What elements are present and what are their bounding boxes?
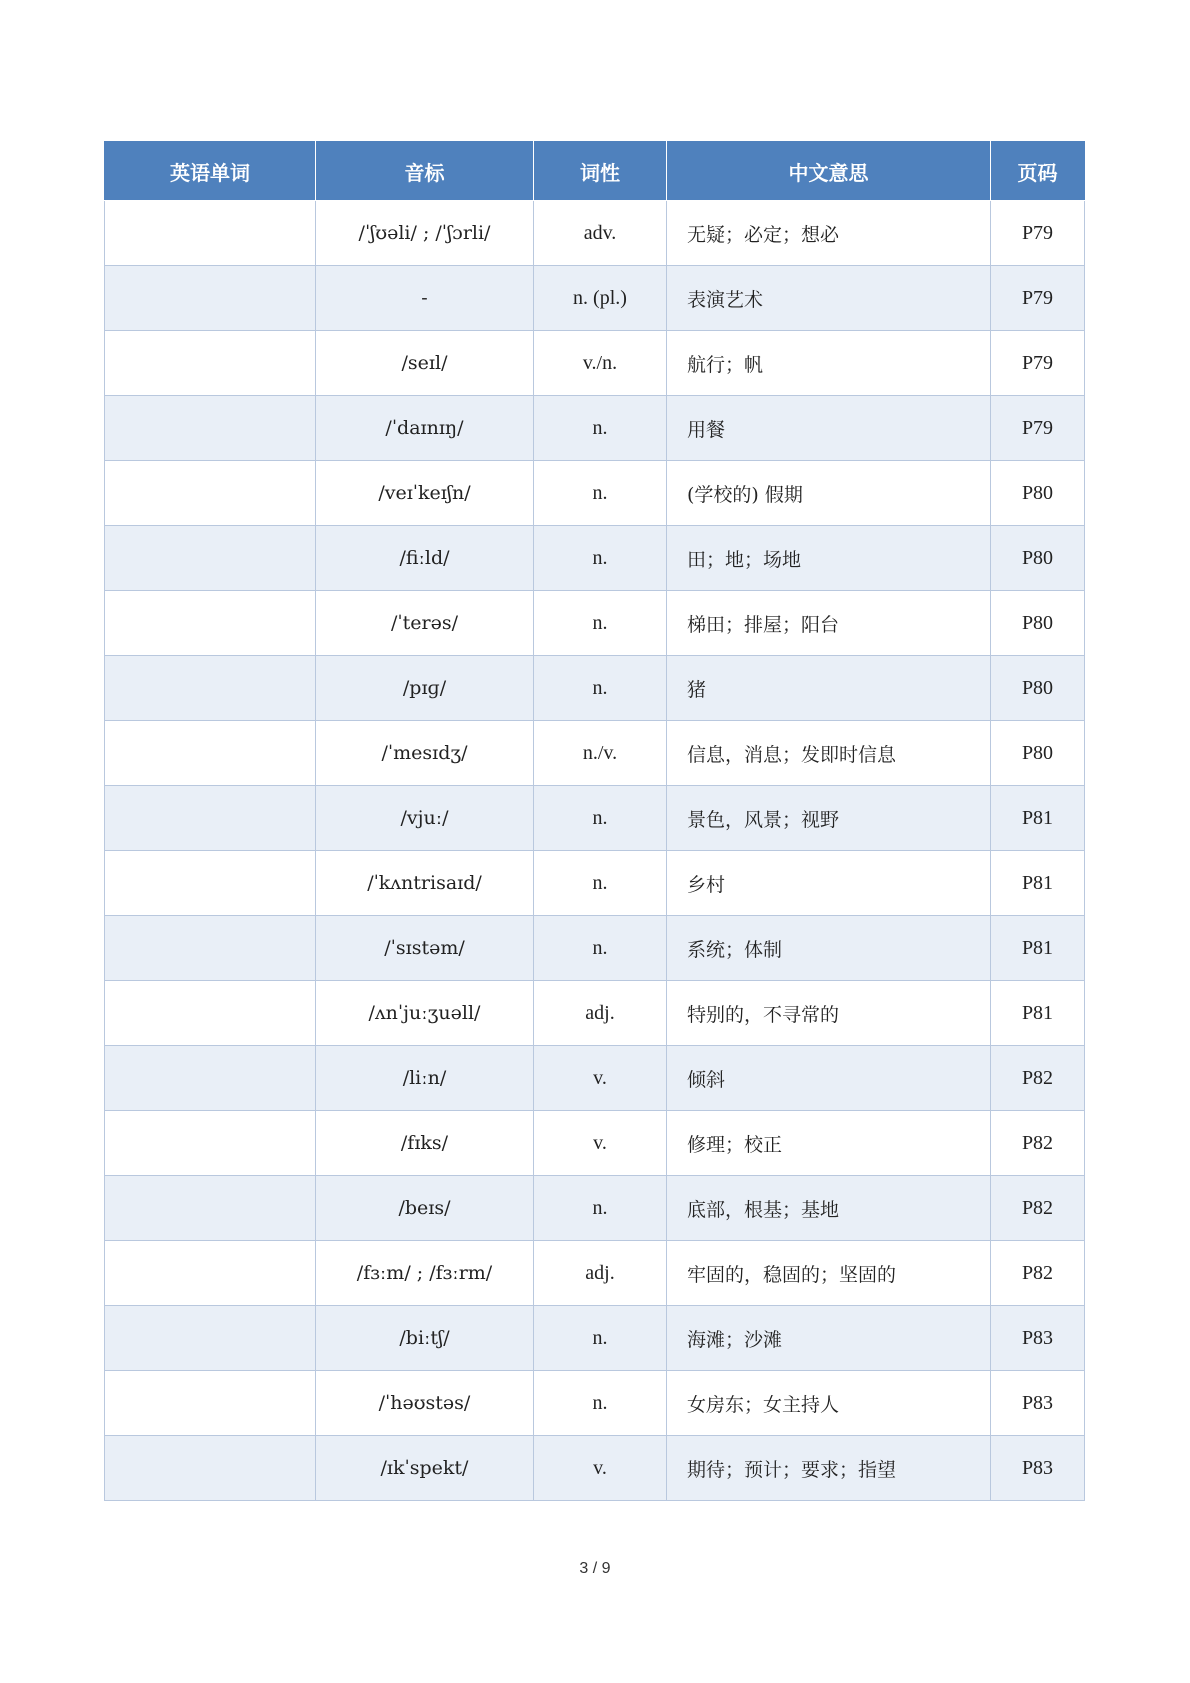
page-cell: P79: [991, 396, 1085, 461]
meaning-cell: 海滩；沙滩: [667, 1306, 991, 1371]
meaning-cell: 信息，消息；发即时信息: [667, 721, 991, 786]
phonetic-cell: /vjuː/: [316, 786, 534, 851]
word-cell: [105, 266, 316, 331]
vocabulary-table: [104, 141, 1085, 1501]
part-of-speech-cell: n.: [534, 851, 667, 916]
table-row: [105, 461, 1085, 526]
word-cell: [105, 981, 316, 1046]
word-cell: [105, 1371, 316, 1436]
phonetic-cell: /pɪɡ/: [316, 656, 534, 721]
page-cell: P83: [991, 1436, 1085, 1501]
table-row: [105, 526, 1085, 591]
part-of-speech-cell: n.: [534, 526, 667, 591]
page-cell: P79: [991, 201, 1085, 266]
meaning-cell: 牢固的，稳固的；坚固的: [667, 1241, 991, 1306]
header-chinese-meaning: 中文意思: [667, 142, 991, 201]
word-cell: [105, 331, 316, 396]
table-row: [105, 266, 1085, 331]
phonetic-cell: /ʌnˈjuːʒuəll/: [316, 981, 534, 1046]
table-row: [105, 786, 1085, 851]
phonetic-cell: /ˈʃʊəli/ ; /ˈʃɔrli/: [316, 201, 534, 266]
header-part-of-speech: 词性: [534, 142, 667, 201]
meaning-cell: 用餐: [667, 396, 991, 461]
page-cell: P83: [991, 1371, 1085, 1436]
meaning-cell: 梯田；排屋；阳台: [667, 591, 991, 656]
word-cell: [105, 1436, 316, 1501]
word-cell: [105, 591, 316, 656]
phonetic-cell: /ˈdaɪnɪŋ/: [316, 396, 534, 461]
table-row: [105, 1046, 1085, 1111]
meaning-cell: 航行；帆: [667, 331, 991, 396]
meaning-cell: 无疑；必定；想必: [667, 201, 991, 266]
part-of-speech-cell: n.: [534, 916, 667, 981]
phonetic-cell: /biːtʃ/: [316, 1306, 534, 1371]
part-of-speech-cell: n.: [534, 656, 667, 721]
meaning-cell: 底部，根基；基地: [667, 1176, 991, 1241]
table-row: [105, 591, 1085, 656]
table-body: [105, 201, 1085, 1501]
part-of-speech-cell: n.: [534, 1306, 667, 1371]
page-cell: P80: [991, 656, 1085, 721]
table-row: [105, 851, 1085, 916]
part-of-speech-cell: v.: [534, 1046, 667, 1111]
table-row: [105, 331, 1085, 396]
page-cell: P79: [991, 331, 1085, 396]
part-of-speech-cell: adv.: [534, 201, 667, 266]
phonetic-cell: /fɪks/: [316, 1111, 534, 1176]
meaning-cell: 期待；预计；要求；指望: [667, 1436, 991, 1501]
page-number: 3 / 9: [579, 1560, 611, 1577]
word-cell: [105, 851, 316, 916]
part-of-speech-cell: n.: [534, 461, 667, 526]
meaning-cell: 倾斜: [667, 1046, 991, 1111]
page-cell: P81: [991, 981, 1085, 1046]
phonetic-cell: /ˈsɪstəm/: [316, 916, 534, 981]
meaning-cell: 景色，风景；视野: [667, 786, 991, 851]
table-header: [105, 142, 1085, 201]
table-row: [105, 721, 1085, 786]
phonetic-cell: /ˈhəʊstəs/: [316, 1371, 534, 1436]
page-cell: P83: [991, 1306, 1085, 1371]
table-row: [105, 1436, 1085, 1501]
table-row: [105, 1111, 1085, 1176]
header-word: 英语单词: [105, 142, 316, 201]
phonetic-cell: /ɪkˈspekt/: [316, 1436, 534, 1501]
word-cell: [105, 1241, 316, 1306]
part-of-speech-cell: adj.: [534, 981, 667, 1046]
word-cell: [105, 656, 316, 721]
meaning-cell: 特别的，不寻常的: [667, 981, 991, 1046]
word-cell: [105, 1046, 316, 1111]
word-cell: [105, 786, 316, 851]
page-cell: P82: [991, 1241, 1085, 1306]
meaning-cell: 女房东；女主持人: [667, 1371, 991, 1436]
table-row: [105, 916, 1085, 981]
meaning-cell: 修理；校正: [667, 1111, 991, 1176]
meaning-cell: 猪: [667, 656, 991, 721]
page-cell: P80: [991, 526, 1085, 591]
header-row: [105, 142, 1085, 201]
page-cell: P82: [991, 1046, 1085, 1111]
word-cell: [105, 1306, 316, 1371]
header-phonetic: 音标: [316, 142, 534, 201]
table-row: [105, 1306, 1085, 1371]
page-cell: P80: [991, 461, 1085, 526]
word-cell: [105, 721, 316, 786]
meaning-cell: 表演艺术: [667, 266, 991, 331]
phonetic-cell: /ˈterəs/: [316, 591, 534, 656]
phonetic-cell: /veɪˈkeɪʃn/: [316, 461, 534, 526]
phonetic-cell: /beɪs/: [316, 1176, 534, 1241]
phonetic-cell: /ˈmesɪdʒ/: [316, 721, 534, 786]
page-cell: P80: [991, 721, 1085, 786]
part-of-speech-cell: adj.: [534, 1241, 667, 1306]
word-cell: [105, 1111, 316, 1176]
part-of-speech-cell: v./n.: [534, 331, 667, 396]
phonetic-cell: -: [316, 266, 534, 331]
part-of-speech-cell: v.: [534, 1436, 667, 1501]
table-row: [105, 396, 1085, 461]
page-cell: P79: [991, 266, 1085, 331]
word-cell: [105, 461, 316, 526]
table-row: [105, 656, 1085, 721]
word-cell: [105, 396, 316, 461]
word-cell: [105, 526, 316, 591]
table-row: [105, 1176, 1085, 1241]
page-cell: P82: [991, 1111, 1085, 1176]
page-cell: P81: [991, 786, 1085, 851]
phonetic-cell: /ˈkʌntrisaɪd/: [316, 851, 534, 916]
word-cell: [105, 201, 316, 266]
page-cell: P80: [991, 591, 1085, 656]
page-cell: P82: [991, 1176, 1085, 1241]
phonetic-cell: /seɪl/: [316, 331, 534, 396]
table-row: [105, 981, 1085, 1046]
part-of-speech-cell: n.: [534, 396, 667, 461]
meaning-cell: 系统；体制: [667, 916, 991, 981]
page-cell: P81: [991, 851, 1085, 916]
meaning-cell: 乡村: [667, 851, 991, 916]
header-page: 页码: [991, 142, 1085, 201]
phonetic-cell: /fɜːm/ ; /fɜːrm/: [316, 1241, 534, 1306]
part-of-speech-cell: n./v.: [534, 721, 667, 786]
part-of-speech-cell: n. (pl.): [534, 266, 667, 331]
part-of-speech-cell: n.: [534, 1371, 667, 1436]
word-cell: [105, 916, 316, 981]
word-cell: [105, 1176, 316, 1241]
phonetic-cell: /fiːld/: [316, 526, 534, 591]
meaning-cell: 田；地；场地: [667, 526, 991, 591]
meaning-cell: (学校的) 假期: [667, 461, 991, 526]
part-of-speech-cell: n.: [534, 591, 667, 656]
page-cell: P81: [991, 916, 1085, 981]
table-row: [105, 1371, 1085, 1436]
part-of-speech-cell: n.: [534, 786, 667, 851]
table-row: [105, 201, 1085, 266]
table-row: [105, 1241, 1085, 1306]
part-of-speech-cell: v.: [534, 1111, 667, 1176]
phonetic-cell: /liːn/: [316, 1046, 534, 1111]
part-of-speech-cell: n.: [534, 1176, 667, 1241]
